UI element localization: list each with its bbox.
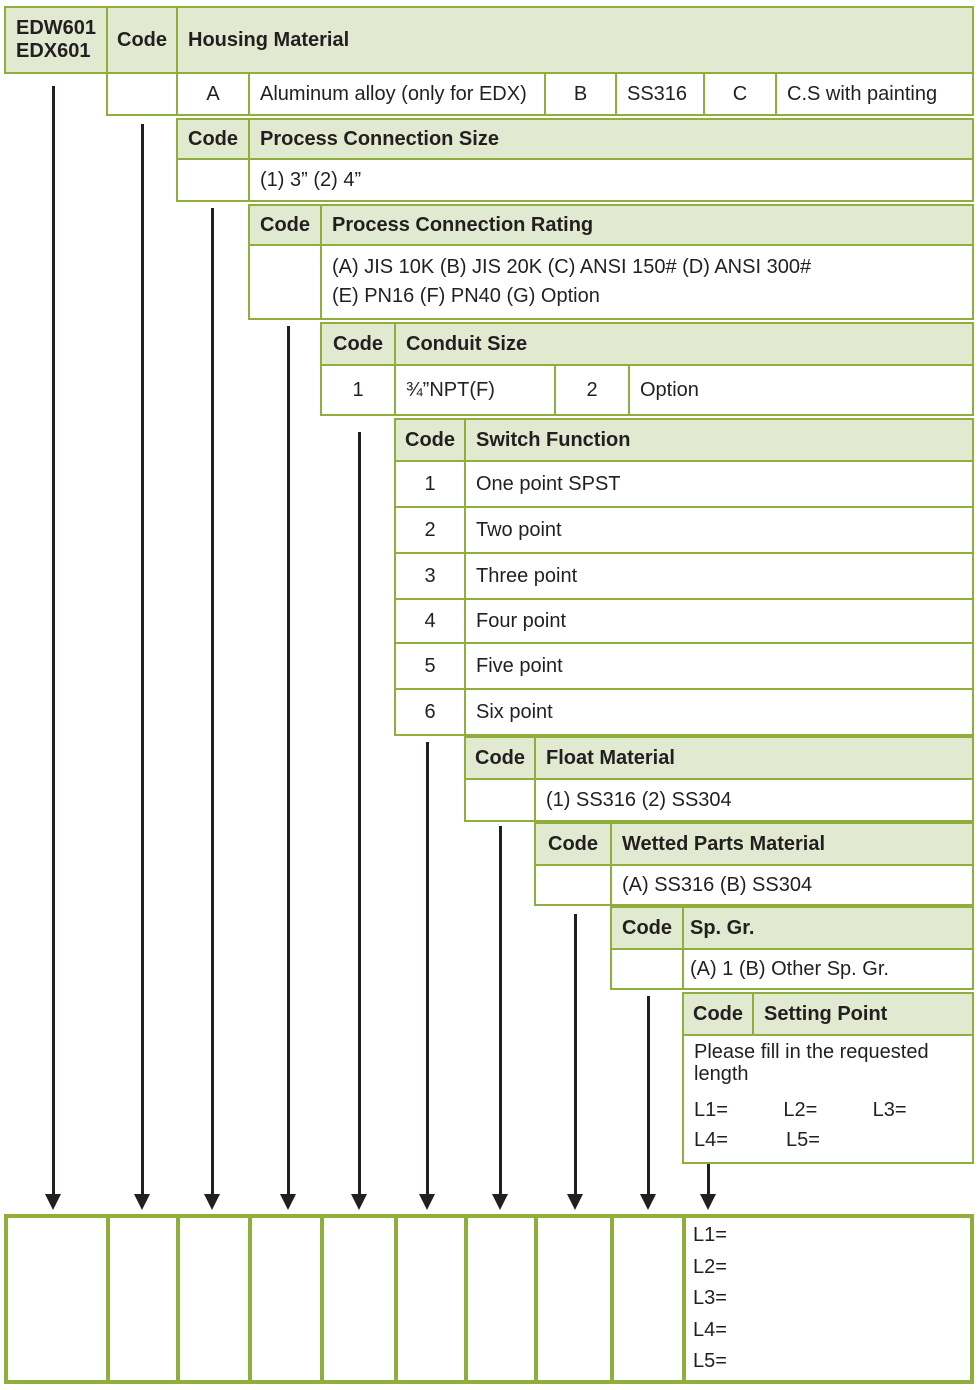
conduit-option-code-1: 1 bbox=[320, 364, 396, 416]
setting-l4: L4= bbox=[694, 1129, 728, 1151]
order-box-model[interactable] bbox=[4, 1214, 110, 1384]
code-header-housing: Code bbox=[106, 6, 178, 74]
process-rating-line2: (E) PN16 (F) PN40 (G) Option bbox=[332, 285, 600, 307]
conduit-option-code-2: 2 bbox=[554, 364, 630, 416]
order-length-l3: L3= bbox=[693, 1287, 727, 1309]
setting-title: Setting Point bbox=[752, 992, 974, 1036]
code-header-process-rating: Code bbox=[248, 204, 322, 246]
code-header-spgr: Code bbox=[610, 906, 684, 950]
arrow-model bbox=[52, 86, 55, 1196]
arrow-process-rating bbox=[287, 326, 290, 1196]
float-title: Float Material bbox=[534, 736, 974, 780]
spgr-title: Sp. Gr. bbox=[682, 906, 974, 950]
order-length-l4: L4= bbox=[693, 1318, 727, 1341]
switch-row-code: 1 bbox=[394, 460, 466, 508]
arrow-process-size bbox=[211, 208, 214, 1196]
housing-code-input[interactable] bbox=[106, 72, 178, 116]
conduit-option-label-2: Option bbox=[628, 364, 974, 416]
setting-l1: L1= bbox=[694, 1099, 728, 1121]
spgr-code-input[interactable] bbox=[610, 948, 684, 990]
setting-l2: L2= bbox=[783, 1099, 818, 1121]
wetted-title: Wetted Parts Material bbox=[610, 822, 974, 866]
housing-option-code-b: B bbox=[544, 72, 617, 116]
order-length-l2: L2= bbox=[693, 1255, 727, 1278]
order-lengths bbox=[693, 1220, 727, 1378]
setting-note-line1: Please fill in the requested bbox=[694, 1041, 929, 1063]
switch-row-code: 5 bbox=[394, 642, 466, 690]
order-box-float[interactable] bbox=[464, 1214, 538, 1384]
conduit-title: Conduit Size bbox=[394, 322, 974, 366]
arrow-float bbox=[499, 826, 502, 1196]
housing-title: Housing Material bbox=[176, 6, 974, 74]
arrow-switch bbox=[426, 742, 429, 1196]
switch-row-code: 4 bbox=[394, 598, 466, 644]
spgr-options: (A) 1 (B) Other Sp. Gr. bbox=[682, 948, 974, 990]
process-size-title: Process Connection Size bbox=[248, 118, 974, 160]
housing-option-label-b: SS316 bbox=[615, 72, 705, 116]
switch-row-code: 2 bbox=[394, 506, 466, 554]
order-box-process-rating[interactable] bbox=[248, 1214, 324, 1384]
setting-l3: L3= bbox=[872, 1099, 907, 1121]
order-box-housing[interactable] bbox=[106, 1214, 180, 1384]
order-box-process-size[interactable] bbox=[176, 1214, 252, 1384]
order-length-l5: L5= bbox=[693, 1350, 727, 1372]
order-box-conduit[interactable] bbox=[320, 1214, 398, 1384]
process-rating-line1: (A) JIS 10K (B) JIS 20K (C) ANSI 150# (D) ANSI 300# bbox=[332, 256, 812, 278]
switch-row-code: 6 bbox=[394, 688, 466, 736]
arrow-wetted bbox=[574, 914, 577, 1196]
arrow-conduit bbox=[358, 432, 361, 1196]
model-cell bbox=[4, 6, 108, 74]
code-header-switch: Code bbox=[394, 418, 466, 462]
arrow-spgr bbox=[647, 996, 650, 1196]
process-size-code-input[interactable] bbox=[176, 158, 250, 202]
setting-note-box bbox=[682, 1034, 974, 1164]
order-length-l1: L1= bbox=[693, 1224, 727, 1246]
housing-option-label-c: C.S with painting bbox=[775, 72, 974, 116]
switch-row-label: Two point bbox=[464, 506, 974, 554]
arrow-setting bbox=[707, 1164, 710, 1196]
float-code-input[interactable] bbox=[464, 778, 536, 822]
switch-row-label: Three point bbox=[464, 552, 974, 600]
model-line2: EDX601 bbox=[16, 40, 91, 62]
wetted-options: (A) SS316 (B) SS304 bbox=[610, 864, 974, 906]
order-box-switch[interactable] bbox=[394, 1214, 468, 1384]
code-header-wetted: Code bbox=[534, 822, 612, 866]
process-rating-options bbox=[320, 244, 974, 320]
housing-option-code-a: A bbox=[176, 72, 250, 116]
process-rating-code-input[interactable] bbox=[248, 244, 322, 320]
model-line1: EDW601 bbox=[16, 17, 97, 39]
code-header-conduit: Code bbox=[320, 322, 396, 366]
code-header-float: Code bbox=[464, 736, 536, 780]
float-options: (1) SS316 (2) SS304 bbox=[534, 778, 974, 822]
switch-row-label: Four point bbox=[464, 598, 974, 644]
wetted-code-input[interactable] bbox=[534, 864, 612, 906]
housing-option-code-c: C bbox=[703, 72, 777, 116]
switch-row-label: One point SPST bbox=[464, 460, 974, 508]
process-rating-title: Process Connection Rating bbox=[320, 204, 974, 246]
code-header-process-size: Code bbox=[176, 118, 250, 160]
arrow-housing bbox=[141, 124, 144, 1196]
housing-option-label-a: Aluminum alloy (only for EDX) bbox=[248, 72, 546, 116]
process-size-options: (1) 3” (2) 4” bbox=[248, 158, 974, 202]
order-box-spgr[interactable] bbox=[610, 1214, 686, 1384]
switch-title: Switch Function bbox=[464, 418, 974, 462]
setting-note-line2: length bbox=[694, 1063, 749, 1085]
setting-l5: L5= bbox=[786, 1129, 820, 1151]
order-box-wetted[interactable] bbox=[534, 1214, 614, 1384]
code-header-setting: Code bbox=[682, 992, 754, 1036]
switch-row-code: 3 bbox=[394, 552, 466, 600]
conduit-option-label-1: ¾”NPT(F) bbox=[394, 364, 556, 416]
switch-row-label: Five point bbox=[464, 642, 974, 690]
switch-row-label: Six point bbox=[464, 688, 974, 736]
